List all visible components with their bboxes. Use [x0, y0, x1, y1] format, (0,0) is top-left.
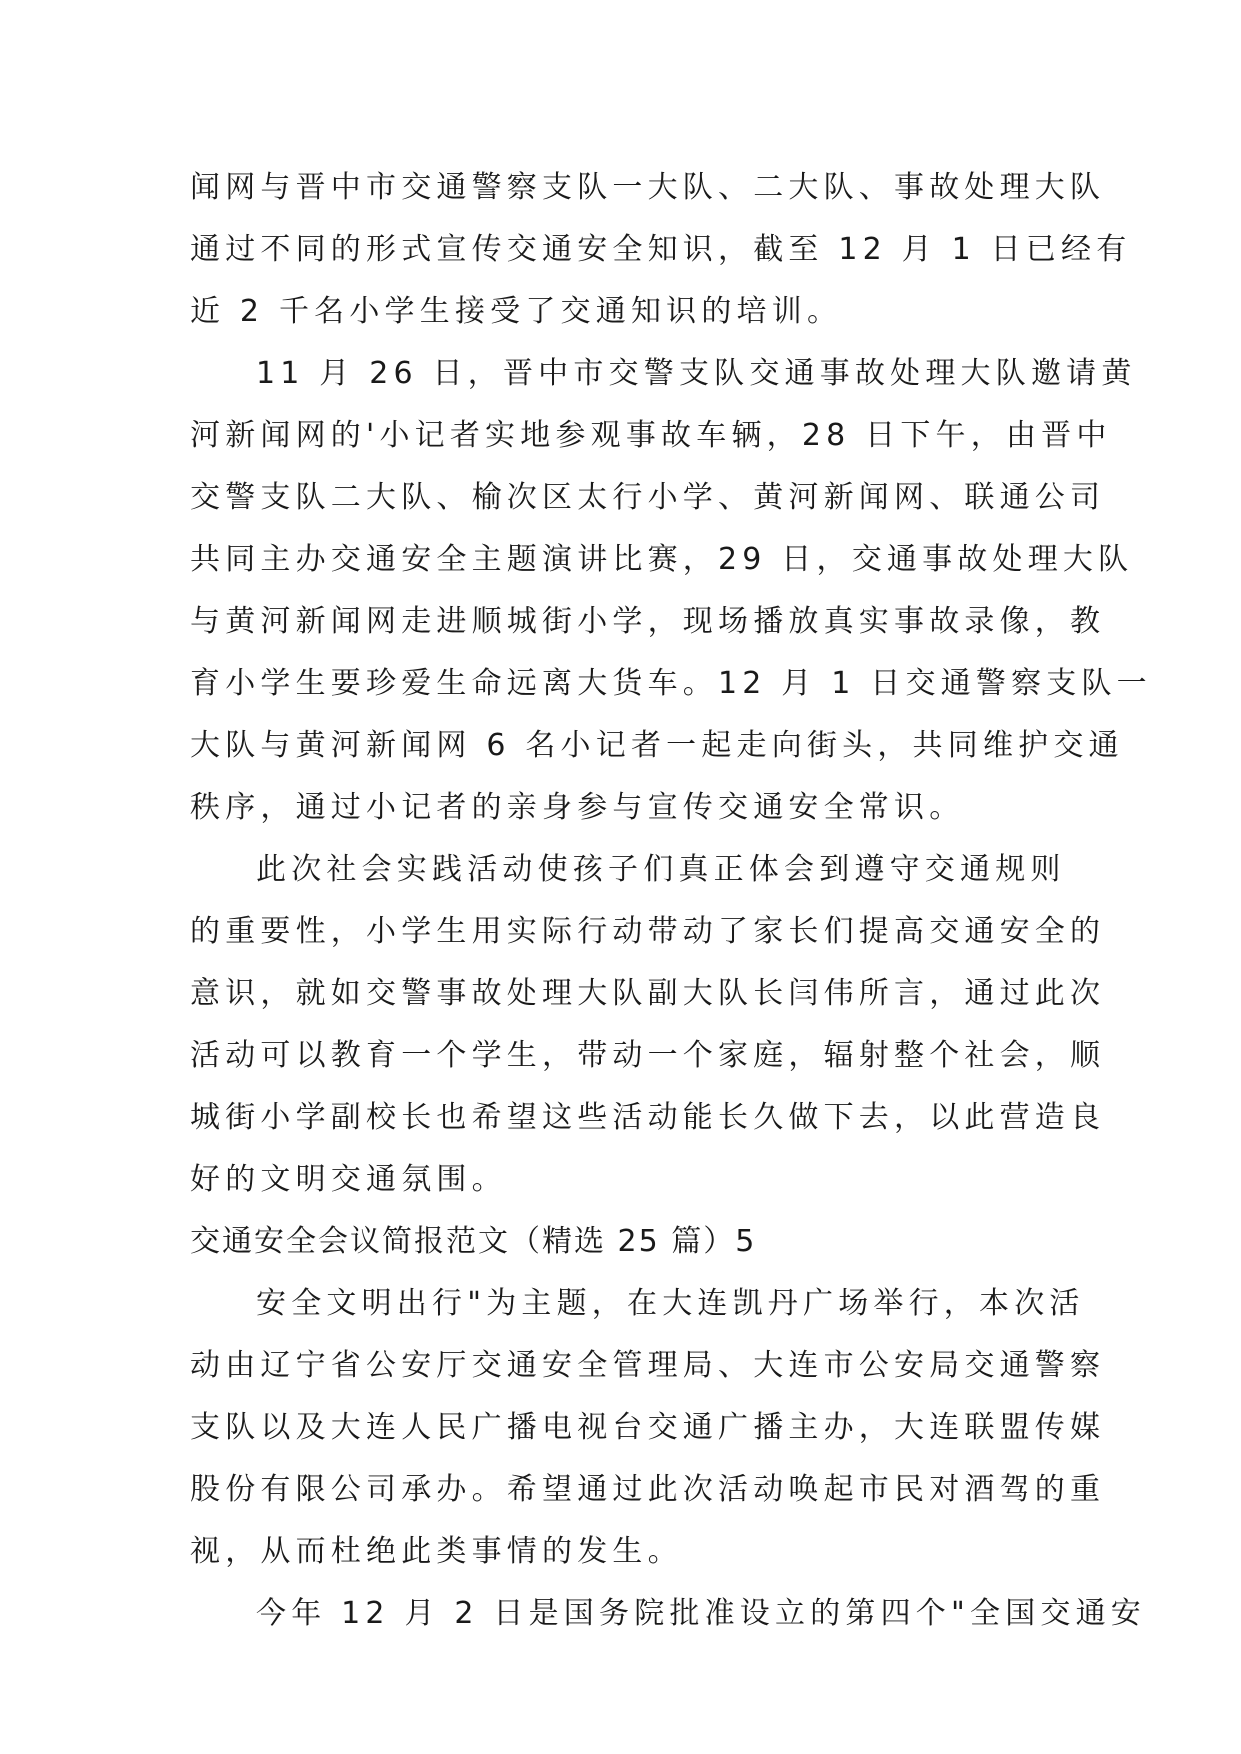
text-line: 股份有限公司承办。希望通过此次活动唤起市民对酒驾的重	[190, 1472, 1106, 1507]
text-line: 城街小学副校长也希望这些活动能长久做下去，以此营造良	[190, 1100, 1106, 1135]
text-line: 支队以及大连人民广播电视台交通广播主办，大连联盟传媒	[190, 1410, 1106, 1445]
text-line: 视，从而杜绝此类事情的发生。	[190, 1534, 683, 1569]
text-line: 秩序，通过小记者的亲身参与宣传交通安全常识。	[190, 790, 965, 825]
text-line: 闻网与晋中市交通警察支队一大队、二大队、事故处理大队	[190, 170, 1106, 205]
paragraph	[190, 1273, 1106, 1583]
text-line: 此次社会实践活动使孩子们真正体会到遵守交通规则	[256, 852, 1066, 887]
document-body	[190, 157, 1152, 1645]
section-title: 交通安全会议简报范文（精选 25 篇）5	[190, 1224, 757, 1259]
text-line: 通过不同的形式宣传交通安全知识，截至 12 月 1 日已经有	[190, 232, 1132, 267]
section-heading	[190, 1211, 1050, 1273]
text-line: 河新闻网的'小记者实地参观事故车辆，28 日下午，由晋中	[190, 418, 1112, 453]
text-line: 动由辽宁省公安厅交通安全管理局、大连市公安局交通警察	[190, 1348, 1106, 1383]
text-line: 的重要性，小学生用实际行动带动了家长们提高交通安全的	[190, 914, 1106, 949]
paragraph	[190, 343, 1152, 839]
paragraph	[190, 839, 1106, 1211]
text-line: 11 月 26 日，晋中市交警支队交通事故处理大队邀请黄	[256, 356, 1137, 391]
text-line: 与黄河新闻网走进顺城街小学，现场播放真实事故录像，教	[190, 604, 1106, 639]
paragraph	[190, 1583, 1147, 1645]
paragraph	[190, 157, 1132, 343]
text-line: 活动可以教育一个学生，带动一个家庭，辐射整个社会，顺	[190, 1038, 1106, 1073]
text-line: 近 2 千名小学生接受了交通知识的培训。	[190, 294, 843, 329]
text-line: 交警支队二大队、榆次区太行小学、黄河新闻网、联通公司	[190, 480, 1106, 515]
text-line: 今年 12 月 2 日是国务院批准设立的第四个"全国交通安	[256, 1596, 1147, 1631]
text-line: 育小学生要珍爱生命远离大货车。12 月 1 日交通警察支队一	[190, 666, 1152, 701]
text-line: 大队与黄河新闻网 6 名小记者一起走向街头，共同维护交通	[190, 728, 1124, 763]
text-line: 好的文明交通氛围。	[190, 1162, 507, 1197]
text-line: 安全文明出行"为主题，在大连凯丹广场举行，本次活	[256, 1286, 1085, 1321]
text-line: 意识，就如交警事故处理大队副大队长闫伟所言，通过此次	[190, 976, 1106, 1011]
text-line: 共同主办交通安全主题演讲比赛，29 日，交通事故处理大队	[190, 542, 1134, 577]
